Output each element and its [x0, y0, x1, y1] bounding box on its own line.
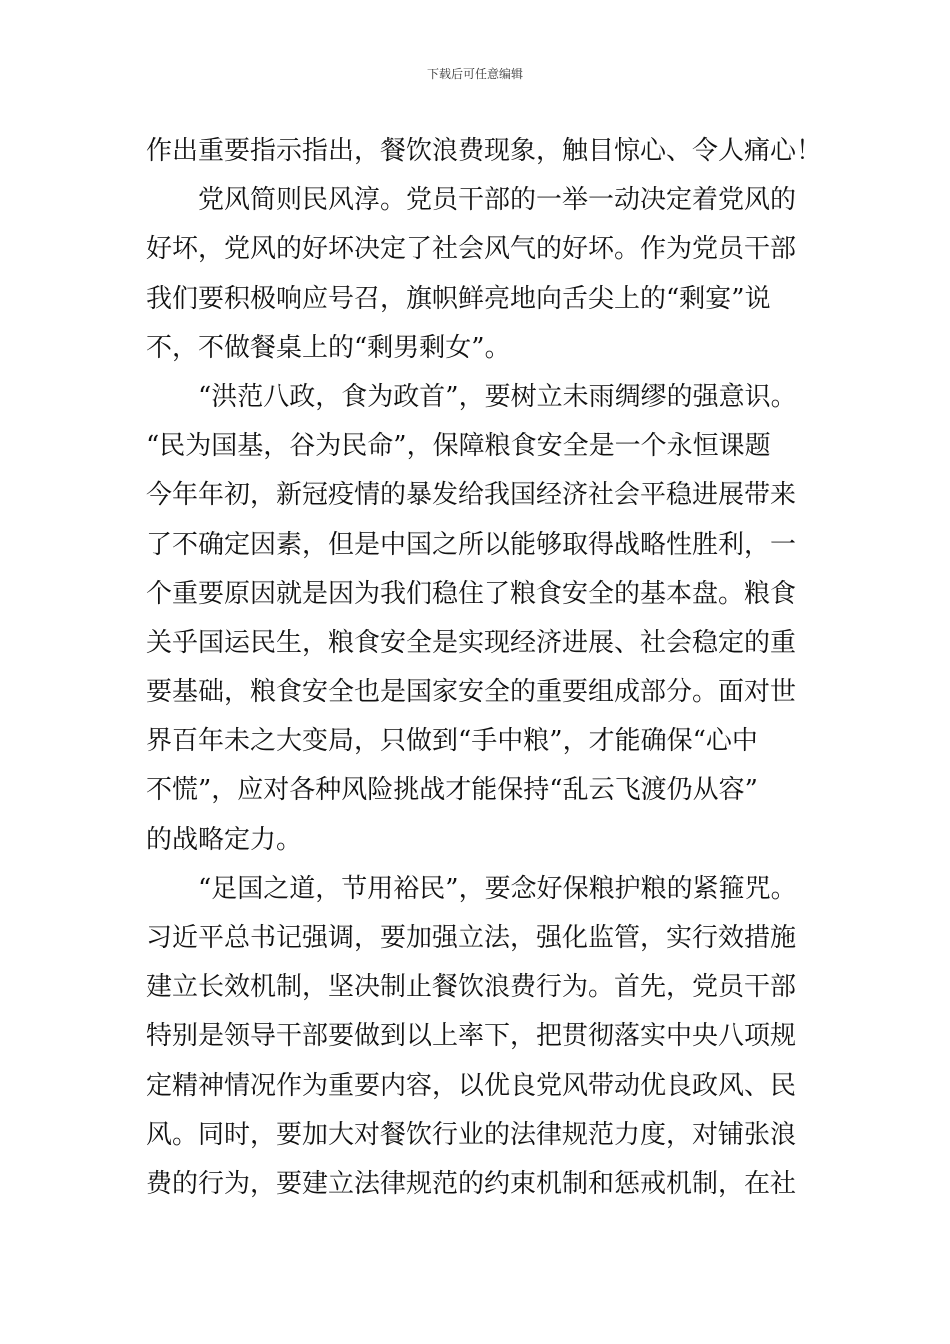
- text-line: 不慌”，应对各种风险挑战才能保持“乱云飞渡仍从容”: [146, 775, 758, 806]
- text-line: 风。同时，要加大对餐饮行业的法律规范力度，对铺张浪: [146, 1119, 797, 1150]
- text-line: 今年年初，新冠疫情的暴发给我国经济社会平稳进展带来: [146, 480, 797, 511]
- text-line: “民为国基，谷为民命”，保障粮食安全是一个永恒课题: [146, 431, 771, 462]
- text-line: 的战略定力。: [146, 824, 303, 855]
- text-line: 作出重要指示指出，餐饮浪费现象，触目惊心、令人痛心！: [146, 136, 823, 166]
- text-line: 特别是领导干部要做到以上率下，把贯彻落实中央八项规: [146, 1021, 797, 1052]
- text-line: 关乎国运民生，粮食安全是实现经济进展、社会稳定的重: [146, 627, 797, 658]
- text-line: 定精神情况作为重要内容，以优良党风带动优良政风、民: [146, 1070, 797, 1101]
- text-line: 建立长效机制，坚决制止餐饮浪费行为。首先，党员干部: [146, 972, 797, 1003]
- text-line: 了不确定因素，但是中国之所以能够取得战略性胜利，一: [146, 529, 797, 560]
- text-line: 费的行为，要建立法律规范的约束机制和惩戒机制，在社: [146, 1168, 797, 1199]
- text-line: 我们要积极响应号召，旗帜鲜亮地向舌尖上的“剩宴”说: [146, 283, 771, 314]
- text-line: 个重要原因就是因为我们稳住了粮食安全的基本盘。粮食: [146, 578, 797, 609]
- text-line: 不，不做餐桌上的“剩男剩女”。: [146, 332, 511, 363]
- text-line: 界百年未之大变局，只做到“手中粮”，才能确保“心中: [146, 726, 758, 757]
- text-line: 习近平总书记强调，要加强立法，强化监管，实行效措施: [146, 923, 797, 953]
- page-header: 下载后可任意编辑: [426, 67, 523, 81]
- document-body: [146, 127, 836, 1209]
- paragraph-first-line: 党风简则民风淳。党员干部的一举一动决定着党风的: [198, 185, 797, 216]
- text-line: 要基础，粮食安全也是国家安全的重要组成部分。面对世: [146, 677, 797, 708]
- paragraph-first-line: “足国之道，节用裕民”，要念好保粮护粮的紧箍咒。: [198, 873, 797, 904]
- text-line: 好坏，党风的好坏决定了社会风气的好坏。作为党员干部: [146, 234, 797, 265]
- paragraph-first-line: “洪范八政，食为政首”，要树立未雨绸缪的强意识。: [198, 381, 797, 412]
